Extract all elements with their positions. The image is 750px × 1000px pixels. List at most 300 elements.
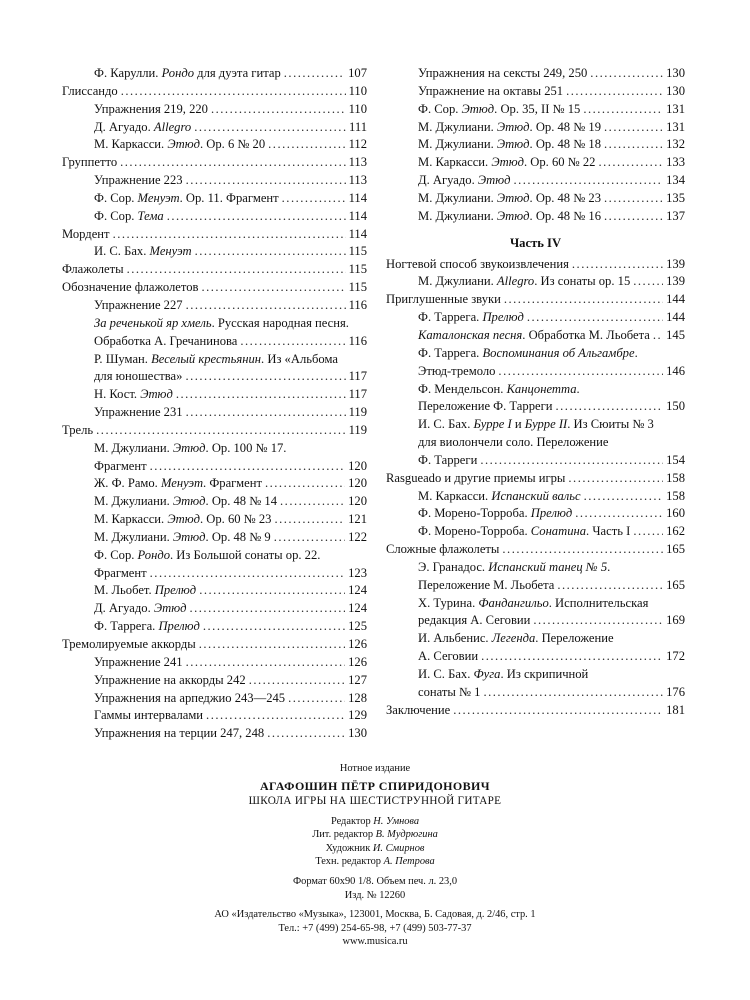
toc-entry-title	[418, 523, 630, 541]
entry-text: Гаммы интервалами	[94, 708, 204, 723]
toc-entry-title	[94, 493, 277, 511]
dot-leader	[604, 136, 663, 154]
toc-entry	[386, 541, 685, 559]
entry-text: Упражнения на арпеджио 243—245	[94, 690, 286, 705]
entry-text: . Исполнительская	[548, 595, 649, 610]
toc-entry	[386, 309, 685, 327]
entry-text: Э. Гранадос.	[418, 559, 489, 574]
toc-entry	[62, 297, 367, 315]
toc-entry-title	[386, 470, 565, 488]
work-title-italic: Этюд	[496, 119, 530, 134]
page-number: 107	[348, 66, 367, 80]
toc-entry-title	[62, 422, 93, 440]
work-title-italic: Этюд	[172, 440, 206, 455]
toc-entry-title	[386, 541, 499, 559]
toc-entry-title	[62, 261, 124, 279]
dot-leader	[572, 256, 663, 274]
toc-entry-title	[62, 154, 117, 172]
page-number: 123	[348, 565, 367, 580]
page-number: 131	[666, 119, 685, 134]
work-title-italic: Менуэт	[149, 244, 192, 259]
page-number: 150	[666, 399, 685, 414]
dot-leader	[583, 101, 663, 119]
dot-leader	[150, 458, 345, 476]
entry-text: . Из «Альбома	[261, 351, 338, 366]
toc-entry	[62, 119, 367, 137]
toc-entry	[62, 226, 367, 244]
dot-leader	[604, 119, 663, 137]
entry-text: . Op. 6 № 20	[199, 137, 266, 152]
entry-text: . Русская народная песня.	[211, 315, 349, 330]
page-number: 124	[348, 583, 367, 598]
toc-entry	[386, 101, 685, 119]
entry-text: для юношества»	[94, 369, 183, 384]
toc-entry-title	[418, 208, 601, 226]
dot-leader	[633, 523, 663, 541]
page-number: 181	[666, 702, 685, 717]
toc-entry-title	[418, 273, 630, 291]
toc-entry	[386, 666, 685, 684]
page-number: 134	[666, 173, 685, 188]
toc-entry-title	[94, 315, 349, 333]
page-number: 120	[348, 458, 367, 473]
page-number: 130	[666, 83, 685, 98]
toc-entry	[62, 208, 367, 226]
toc-entry-title	[94, 190, 279, 208]
toc-entry	[386, 83, 685, 101]
toc-entry	[62, 440, 367, 458]
entry-text: Ф. Морено-Торроба.	[418, 524, 531, 539]
entry-text: .	[607, 559, 611, 574]
entry-text: М. Льобет.	[94, 583, 155, 598]
publisher-phones: Тел.: +7 (499) 254-65-98, +7 (499) 503-77-37	[278, 922, 472, 934]
page-number: 126	[348, 654, 367, 669]
page-number: 132	[666, 137, 685, 152]
entry-text: Тремолируемые аккорды	[62, 637, 196, 651]
toc-entry-title	[418, 505, 572, 523]
toc-entry-title	[418, 136, 601, 154]
entry-text: Трель	[62, 422, 94, 437]
page-number: 133	[666, 155, 685, 170]
entry-text: Этюд-тремоло	[418, 363, 496, 378]
dot-leader	[199, 582, 345, 600]
dot-leader	[653, 327, 663, 345]
dot-leader	[498, 363, 663, 381]
toc-entry-title	[94, 654, 183, 672]
toc-entry-title	[94, 101, 208, 119]
page-number: 115	[348, 244, 367, 259]
dot-leader	[186, 172, 346, 190]
entry-text: . Op. 60 № 22	[523, 155, 596, 170]
book-title: ШКОЛА ИГРЫ НА ШЕСТИСТРУННОЙ ГИТАРЕ	[248, 794, 502, 807]
toc-entry-title	[418, 577, 554, 595]
publisher-address: АО «Издательство «Музыка», 123001, Москва, Б. Садовая, д. 2/46, стр. 1	[214, 909, 536, 921]
entry-text: Фрагмент	[94, 565, 147, 580]
toc-entry	[62, 654, 367, 672]
dot-leader	[598, 154, 663, 172]
dot-leader	[194, 119, 346, 137]
toc-entry	[386, 291, 685, 309]
dot-leader	[120, 154, 345, 172]
toc-entry	[386, 684, 685, 702]
dot-leader	[604, 190, 663, 208]
entry-text: . Из скрипичной	[500, 667, 589, 681]
toc-entry-title	[418, 488, 581, 506]
dot-leader	[121, 83, 346, 101]
toc-entry-title	[418, 612, 530, 630]
toc-entry	[386, 208, 685, 226]
page-number: 122	[348, 529, 367, 544]
dot-leader	[186, 404, 346, 422]
work-title-italic: Этюд	[496, 208, 530, 223]
work-title-italic: Этюд	[172, 494, 206, 509]
toc-entry-title	[94, 600, 186, 618]
page-number: 110	[348, 83, 367, 98]
entry-text: Группетто	[62, 155, 118, 170]
toc-entry	[386, 416, 685, 434]
dot-leader	[502, 541, 663, 559]
toc-entry-title	[94, 725, 264, 743]
credit-line	[0, 842, 750, 856]
page-number: 112	[348, 137, 367, 152]
work-title-italic: Прелюд	[154, 583, 197, 598]
dot-leader	[150, 565, 345, 583]
toc-entry-title	[386, 702, 450, 720]
entry-text: Rasgueado и другие приемы игры	[386, 470, 566, 485]
toc-entry	[386, 648, 685, 666]
dot-leader	[274, 529, 345, 547]
toc-entry	[386, 363, 685, 381]
work-title-italic: Фандангильо	[478, 595, 549, 610]
page-number: 121	[348, 512, 367, 527]
entry-text: Обработка А. Гречанинова	[94, 333, 238, 348]
page-number: 120	[348, 476, 367, 491]
dot-leader	[185, 368, 345, 386]
toc-entry	[62, 636, 367, 654]
toc-entry-title	[94, 333, 237, 351]
toc-entry	[386, 612, 685, 630]
toc-entry-title	[418, 154, 595, 172]
page-number: 169	[666, 613, 685, 628]
dot-leader	[268, 136, 345, 154]
page-number: 111	[349, 119, 367, 134]
entry-text: . Из Большой сонаты ор. 22.	[170, 547, 321, 562]
work-title-italic: Менуэт	[160, 476, 204, 491]
dot-leader	[288, 690, 345, 708]
toc-entry-title	[94, 243, 192, 261]
toc-entry	[62, 172, 367, 190]
entry-text: Упражнения на сексты 249, 250	[418, 66, 588, 80]
entry-text: Фрагмент	[94, 458, 147, 473]
page-number: 126	[348, 637, 367, 651]
toc-entry	[62, 565, 367, 583]
toc-entry	[62, 475, 367, 493]
toc-right-top-block	[386, 65, 685, 226]
work-title-italic: Менуэт	[137, 190, 180, 205]
toc-entry	[62, 136, 367, 154]
toc-entry	[386, 345, 685, 363]
work-title-italic: Прелюд	[530, 506, 573, 521]
work-title-italic: Легенда	[491, 631, 536, 646]
toc-entry	[386, 65, 685, 83]
dot-leader	[604, 208, 663, 226]
work-title-italic: Прелюд	[158, 619, 200, 634]
page-number: 162	[666, 524, 685, 539]
entry-text: М. Джулиани.	[418, 190, 497, 205]
dot-leader	[575, 505, 663, 523]
toc-entry-title	[418, 684, 480, 702]
toc-entry-title	[418, 101, 580, 119]
toc-entry	[62, 422, 367, 440]
toc-entry-title	[418, 381, 580, 399]
dot-leader	[274, 511, 345, 529]
dot-leader	[113, 226, 346, 244]
dot-leader	[186, 297, 346, 315]
work-title-italic: Этюд	[140, 387, 173, 402]
toc-entry	[62, 582, 367, 600]
page-number: 125	[348, 619, 367, 634]
credit-role: Техн. редактор	[315, 856, 384, 868]
entry-text: Ф. Морено-Торроба.	[418, 506, 531, 521]
toc-entry-title	[418, 327, 650, 345]
toc-entry	[62, 333, 367, 351]
toc-entry	[62, 618, 367, 636]
toc-entry-title	[94, 440, 286, 458]
dot-leader	[480, 452, 663, 470]
work-title-italic: Канцонетта	[506, 381, 577, 396]
toc-entry	[62, 101, 367, 119]
toc-entry	[386, 577, 685, 595]
dot-leader	[633, 273, 663, 291]
toc-entry-title	[62, 226, 110, 244]
toc-entry	[386, 136, 685, 154]
entry-text: . Из сонаты ор. 15	[534, 274, 631, 289]
entry-text: Упражнение 227	[94, 297, 183, 312]
page-number: 130	[348, 726, 367, 741]
credit-person: Н. Умнова	[373, 815, 420, 827]
entry-text: . Op. 48 № 9	[205, 529, 271, 544]
dot-leader	[189, 600, 345, 618]
page-number: 160	[666, 506, 685, 521]
work-title-italic: За реченькой яр хмель	[94, 315, 212, 330]
toc-entry-title	[418, 119, 601, 137]
toc-right-column	[386, 65, 685, 720]
work-title-italic: Фуга	[473, 667, 501, 681]
dot-leader	[206, 707, 345, 725]
entry-text: Упражнения на терции 247, 248	[94, 726, 265, 741]
credit-person: И. Смирнов	[372, 842, 425, 854]
toc-entry	[62, 386, 367, 404]
toc-entry-title	[418, 559, 610, 577]
entry-text: Упражнение 241	[94, 654, 183, 669]
toc-entry	[62, 547, 367, 565]
entry-text: . Op. 48 № 18	[529, 137, 602, 152]
toc-entry	[386, 488, 685, 506]
toc-entry	[62, 351, 367, 369]
page-number: 113	[348, 155, 367, 170]
toc-entry	[386, 119, 685, 137]
format-line: Формат 60х90 1/8. Объем печ. л. 23,0	[292, 875, 458, 887]
dot-leader	[267, 725, 345, 743]
credit-line	[0, 855, 750, 869]
entry-text: Ф. Таррега.	[418, 345, 483, 360]
toc-entry	[386, 505, 685, 523]
toc-entry-title	[94, 351, 338, 369]
toc-entry	[62, 493, 367, 511]
page-number: 158	[666, 470, 685, 485]
page-number: 137	[666, 208, 685, 223]
toc-entry-title	[418, 452, 477, 470]
page-number: 129	[348, 708, 367, 723]
toc-entry	[386, 595, 685, 613]
entry-text: М. Джулиани.	[94, 440, 173, 455]
work-title-italic: Каталонская песня	[418, 327, 523, 342]
toc-entry	[62, 690, 367, 708]
toc-entry-title	[62, 279, 198, 297]
page-number: 139	[666, 256, 685, 271]
toc-entry	[62, 315, 367, 333]
entry-text: Ф. Таррега.	[94, 619, 159, 634]
entry-text: Заключение	[386, 702, 451, 717]
work-title-italic: Этюд	[167, 512, 200, 527]
entry-text: Упражнения 219, 220	[94, 101, 208, 116]
toc-left-column	[62, 65, 367, 743]
publisher-website: www.musica.ru	[342, 936, 408, 948]
entry-text: М. Джулиани.	[94, 494, 173, 509]
work-title-italic: Воспоминания об Альгамбре	[482, 345, 635, 360]
page-number: 144	[666, 310, 685, 325]
credit-person: В. Мудрюгина	[375, 829, 438, 841]
page-number: 114	[348, 226, 367, 241]
entry-text: . Op. 11. Фрагмент	[179, 190, 279, 205]
entry-text: Глиссандо	[62, 83, 118, 98]
work-title-italic: Тема	[137, 208, 164, 223]
dot-leader	[584, 488, 664, 506]
page-number: 145	[666, 327, 685, 342]
toc-entry-title	[418, 595, 648, 613]
work-title-italic: Этюд	[477, 173, 511, 188]
work-title-italic: Рондо	[137, 547, 170, 562]
entry-text: И. Альбенис.	[418, 631, 492, 646]
toc-entry	[386, 702, 685, 720]
work-title-italic: Испанский вальс	[491, 488, 581, 503]
dot-leader	[513, 172, 663, 190]
toc-entry-title	[94, 672, 246, 690]
dot-leader	[211, 101, 346, 119]
toc-entry-title	[94, 707, 203, 725]
toc-entry-title	[418, 190, 601, 208]
page-number: 116	[348, 333, 367, 348]
entry-text: Ф. Сор.	[94, 190, 138, 205]
dot-leader	[199, 636, 345, 654]
work-title-italic: Веселый крестьянин	[151, 351, 262, 366]
work-title-italic: Этюд	[461, 101, 495, 116]
entry-text: Мордент	[62, 226, 110, 241]
entry-text: . Из Сюиты № 3	[567, 417, 654, 432]
toc-entry-title	[94, 582, 196, 600]
toc-entry	[62, 707, 367, 725]
dot-leader	[203, 618, 345, 636]
entry-text: редакция А. Сеговии	[418, 613, 531, 628]
toc-entry-title	[94, 65, 281, 83]
toc-entry	[62, 83, 367, 101]
toc-entry	[62, 458, 367, 476]
toc-entry-title	[418, 416, 654, 434]
dot-leader	[453, 702, 663, 720]
toc-right-bottom-block	[386, 256, 685, 720]
dot-leader	[249, 672, 345, 690]
toc-entry-title	[94, 119, 191, 137]
entry-text: Сложные флажолеты	[386, 542, 500, 557]
toc-entry-title	[94, 690, 285, 708]
entry-text: Флажолеты	[62, 262, 124, 277]
toc-entry	[62, 672, 367, 690]
dot-leader	[284, 65, 345, 83]
page-number: 128	[348, 690, 367, 705]
page-number: 130	[666, 66, 685, 80]
entry-text: М. Джулиани.	[418, 274, 497, 289]
page-number: 114	[348, 190, 367, 205]
dot-leader	[527, 309, 663, 327]
entry-text: Ф. Сор.	[94, 547, 138, 562]
page-number: 165	[666, 577, 685, 592]
entry-text: .	[576, 381, 580, 396]
toc-entry-title	[418, 363, 495, 381]
page-number: 117	[348, 387, 367, 402]
dot-leader	[201, 279, 345, 297]
page-number: 131	[666, 101, 685, 116]
toc-entry-title	[418, 630, 614, 648]
work-title-italic: Сонатина	[530, 524, 587, 539]
toc-entry-title	[94, 565, 147, 583]
toc-entry	[62, 243, 367, 261]
toc-entry-title	[94, 404, 183, 422]
entry-text: М. Каркасси.	[94, 512, 168, 527]
toc-entry-title	[62, 636, 196, 654]
page-number: 110	[348, 101, 367, 116]
entry-text: Упражнение 223	[94, 173, 183, 188]
credit-role: Редактор	[330, 815, 374, 827]
dot-leader	[280, 493, 345, 511]
entry-text: Обозначение флажолетов	[62, 280, 199, 295]
dot-leader	[504, 291, 663, 309]
dot-leader	[186, 654, 346, 672]
toc-entry	[62, 511, 367, 529]
dot-leader	[195, 243, 346, 261]
work-title-italic: Этюд	[496, 190, 530, 205]
toc-entry	[62, 600, 367, 618]
toc-entry-title	[94, 511, 271, 529]
toc-entry	[62, 154, 367, 172]
work-title-italic: Этюд	[153, 601, 187, 616]
dot-leader	[265, 475, 345, 493]
dot-leader	[556, 398, 664, 416]
entry-text: . Op. 48 № 19	[529, 119, 602, 134]
toc-entry-title	[418, 65, 587, 83]
entry-text: . Op. 60 № 23	[199, 512, 272, 527]
toc-entry-title	[94, 475, 262, 493]
page-number: 120	[348, 494, 367, 509]
page-number: 154	[666, 452, 685, 467]
toc-entry	[62, 529, 367, 547]
entry-text: . Обработка М. Льобета	[522, 327, 650, 342]
entry-text: для виолончели соло. Переложение	[418, 435, 609, 450]
author-name: АГАФОШИН ПЁТР СПИРИДОНОВИЧ	[259, 778, 490, 793]
entry-text: М. Джулиани.	[418, 137, 497, 152]
entry-text: Ф. Сор.	[418, 101, 462, 116]
work-title-italic: Бурре I	[473, 417, 512, 432]
part-heading: Часть IV	[509, 235, 562, 250]
